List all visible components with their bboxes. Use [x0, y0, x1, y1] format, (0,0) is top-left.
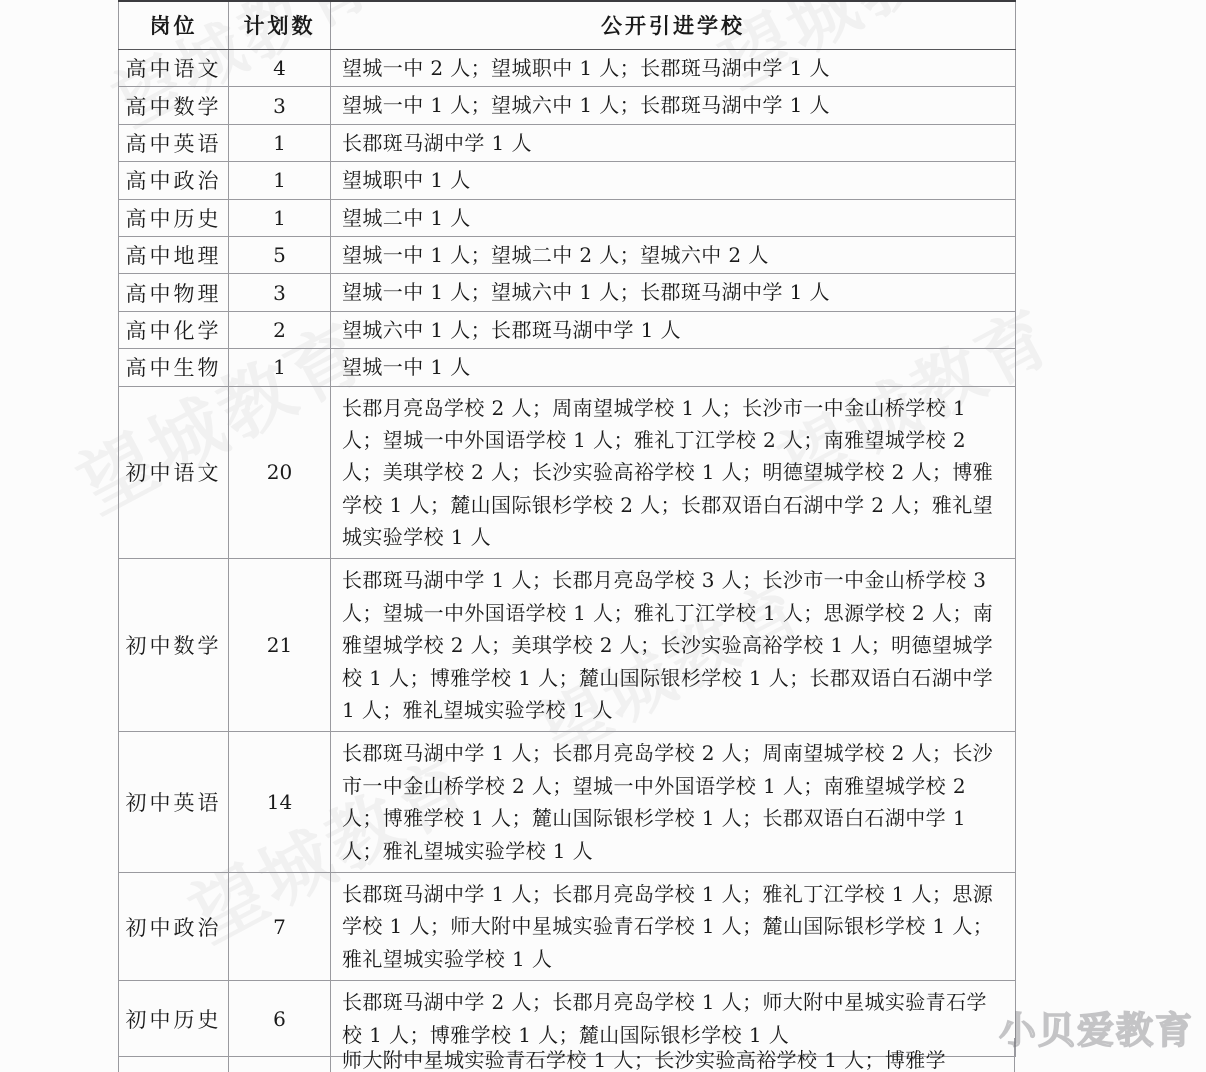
cell-plan-count: 4 [229, 50, 331, 87]
recruitment-table-wrapper [118, 0, 1015, 1057]
cell-plan-count: 2 [229, 311, 331, 348]
cell-plan-count: 7 [229, 872, 331, 980]
table-row [119, 386, 1016, 559]
cell-post: 初中历史 [119, 981, 229, 1057]
cell-schools-text: 师大附中星城实验青石学校 1 人；长沙实验高裕学校 1 人；博雅学 [342, 1048, 947, 1072]
cell-plan-count: 14 [229, 732, 331, 873]
table-row [119, 87, 1016, 124]
cell-schools: 望城一中 2 人；望城职中 1 人；长郡斑马湖中学 1 人 [331, 50, 1016, 87]
cell-schools: 长郡月亮岛学校 2 人；周南望城学校 1 人；长沙市一中金山桥学校 1 人；望城一中外国语学校 1 人；雅礼丁江学校 2 人；南雅望城学校 2 人；美琪学校 2 人；长沙实验高裕学校 1 人；明德望城学校 2 人；博雅学校 1 人；麓山国际银杉学校 2 人；长郡双语白石湖中学 2 人；雅礼望城实验学校 1 人 [331, 386, 1016, 559]
cell-post: 初中语文 [119, 386, 229, 559]
table-row [119, 311, 1016, 348]
cell-schools: 望城一中 1 人；望城六中 1 人；长郡斑马湖中学 1 人 [331, 274, 1016, 311]
table-row [119, 162, 1016, 199]
cell-schools: 长郡斑马湖中学 1 人；长郡月亮岛学校 3 人；长沙市一中金山桥学校 3 人；望城一中外国语学校 1 人；雅礼丁江学校 1 人；思源学校 2 人；南雅望城学校 2 人；美琪学校 2 人；长沙实验高裕学校 1 人；明德望城学校 1 人；博雅学校 1 人；麓山国际银杉学校 1 人；长郡双语白石湖中学 1 人；雅礼望城实验学校 1 人 [331, 559, 1016, 732]
cell-schools: 望城职中 1 人 [331, 162, 1016, 199]
cell-post: 高中英语 [119, 124, 229, 161]
cell-plan-count: 1 [229, 124, 331, 161]
cell-plan-count: 3 [229, 87, 331, 124]
cell-plan-count: 5 [229, 236, 331, 273]
table-body [119, 50, 1016, 1057]
column-header-post-label: 岗位 [149, 13, 198, 38]
table-row [119, 732, 1016, 873]
cell-schools: 望城六中 1 人；长郡斑马湖中学 1 人 [331, 311, 1016, 348]
brand-watermark: 小贝爱教育 [999, 1009, 1194, 1052]
cell-post: 初中政治 [119, 872, 229, 980]
table-row [119, 124, 1016, 161]
cell-plan-count: 1 [229, 349, 331, 386]
cell-post: 初中数学 [119, 559, 229, 732]
recruitment-table [118, 0, 1016, 1057]
column-header-plan-count-label: 计划数 [243, 13, 316, 38]
table-row-clipped [118, 1038, 1015, 1072]
cell-plan-count: 3 [229, 274, 331, 311]
cell-plan-count: 6 [229, 981, 331, 1057]
cell-post: 高中化学 [119, 311, 229, 348]
column-header-schools [331, 1, 1016, 50]
cell-schools: 长郡斑马湖中学 1 人；长郡月亮岛学校 1 人；雅礼丁江学校 1 人；思源学校 1 人；师大附中星城实验青石学校 1 人；麓山国际银杉学校 1 人；雅礼望城实验学校 1 人 [331, 872, 1016, 980]
column-header-schools-label: 公开引进学校 [601, 13, 745, 38]
table-row [119, 199, 1016, 236]
cell-plan-count: 20 [229, 386, 331, 559]
cell-schools: 长郡斑马湖中学 2 人；长郡月亮岛学校 1 人；师大附中星城实验青石学校 1 人；博雅学校 1 人；麓山国际银杉学校 1 人 [331, 981, 1016, 1057]
cell-schools: 望城二中 1 人 [331, 199, 1016, 236]
cell-post: 初中英语 [119, 732, 229, 873]
table-row [119, 50, 1016, 87]
table-row [119, 236, 1016, 273]
cell-post: 高中生物 [119, 349, 229, 386]
cell-plan-count: 1 [229, 199, 331, 236]
cell-post: 高中数学 [119, 87, 229, 124]
cell-plan-count: 21 [229, 559, 331, 732]
cell-schools: 长郡斑马湖中学 1 人 [331, 124, 1016, 161]
column-header-post [119, 1, 229, 50]
cell-post: 高中物理 [119, 274, 229, 311]
cell-post: 高中语文 [119, 50, 229, 87]
table-row [119, 559, 1016, 732]
cell-schools: 长郡斑马湖中学 1 人；长郡月亮岛学校 2 人；周南望城学校 2 人；长沙市一中金山桥学校 2 人；望城一中外国语学校 1 人；南雅望城学校 2 人；博雅学校 1 人；麓山国际银杉学校 1 人；长郡双语白石湖中学 1 人；雅礼望城实验学校 1 人 [331, 732, 1016, 873]
cell-schools [331, 1038, 1014, 1072]
cell-schools: 望城一中 1 人；望城六中 1 人；长郡斑马湖中学 1 人 [331, 87, 1016, 124]
table-header [119, 1, 1016, 50]
cell-post [119, 1038, 229, 1072]
table-row [119, 872, 1016, 980]
cell-post: 高中历史 [119, 199, 229, 236]
cell-plan-count [229, 1038, 331, 1072]
table-row [119, 274, 1016, 311]
table-row [119, 349, 1016, 386]
cell-plan-count: 1 [229, 162, 331, 199]
cell-post: 高中政治 [119, 162, 229, 199]
column-header-plan-count [229, 1, 331, 50]
table-header-row [119, 1, 1016, 50]
cell-post: 高中地理 [119, 236, 229, 273]
cell-schools: 望城一中 1 人 [331, 349, 1016, 386]
cell-schools: 望城一中 1 人；望城二中 2 人；望城六中 2 人 [331, 236, 1016, 273]
